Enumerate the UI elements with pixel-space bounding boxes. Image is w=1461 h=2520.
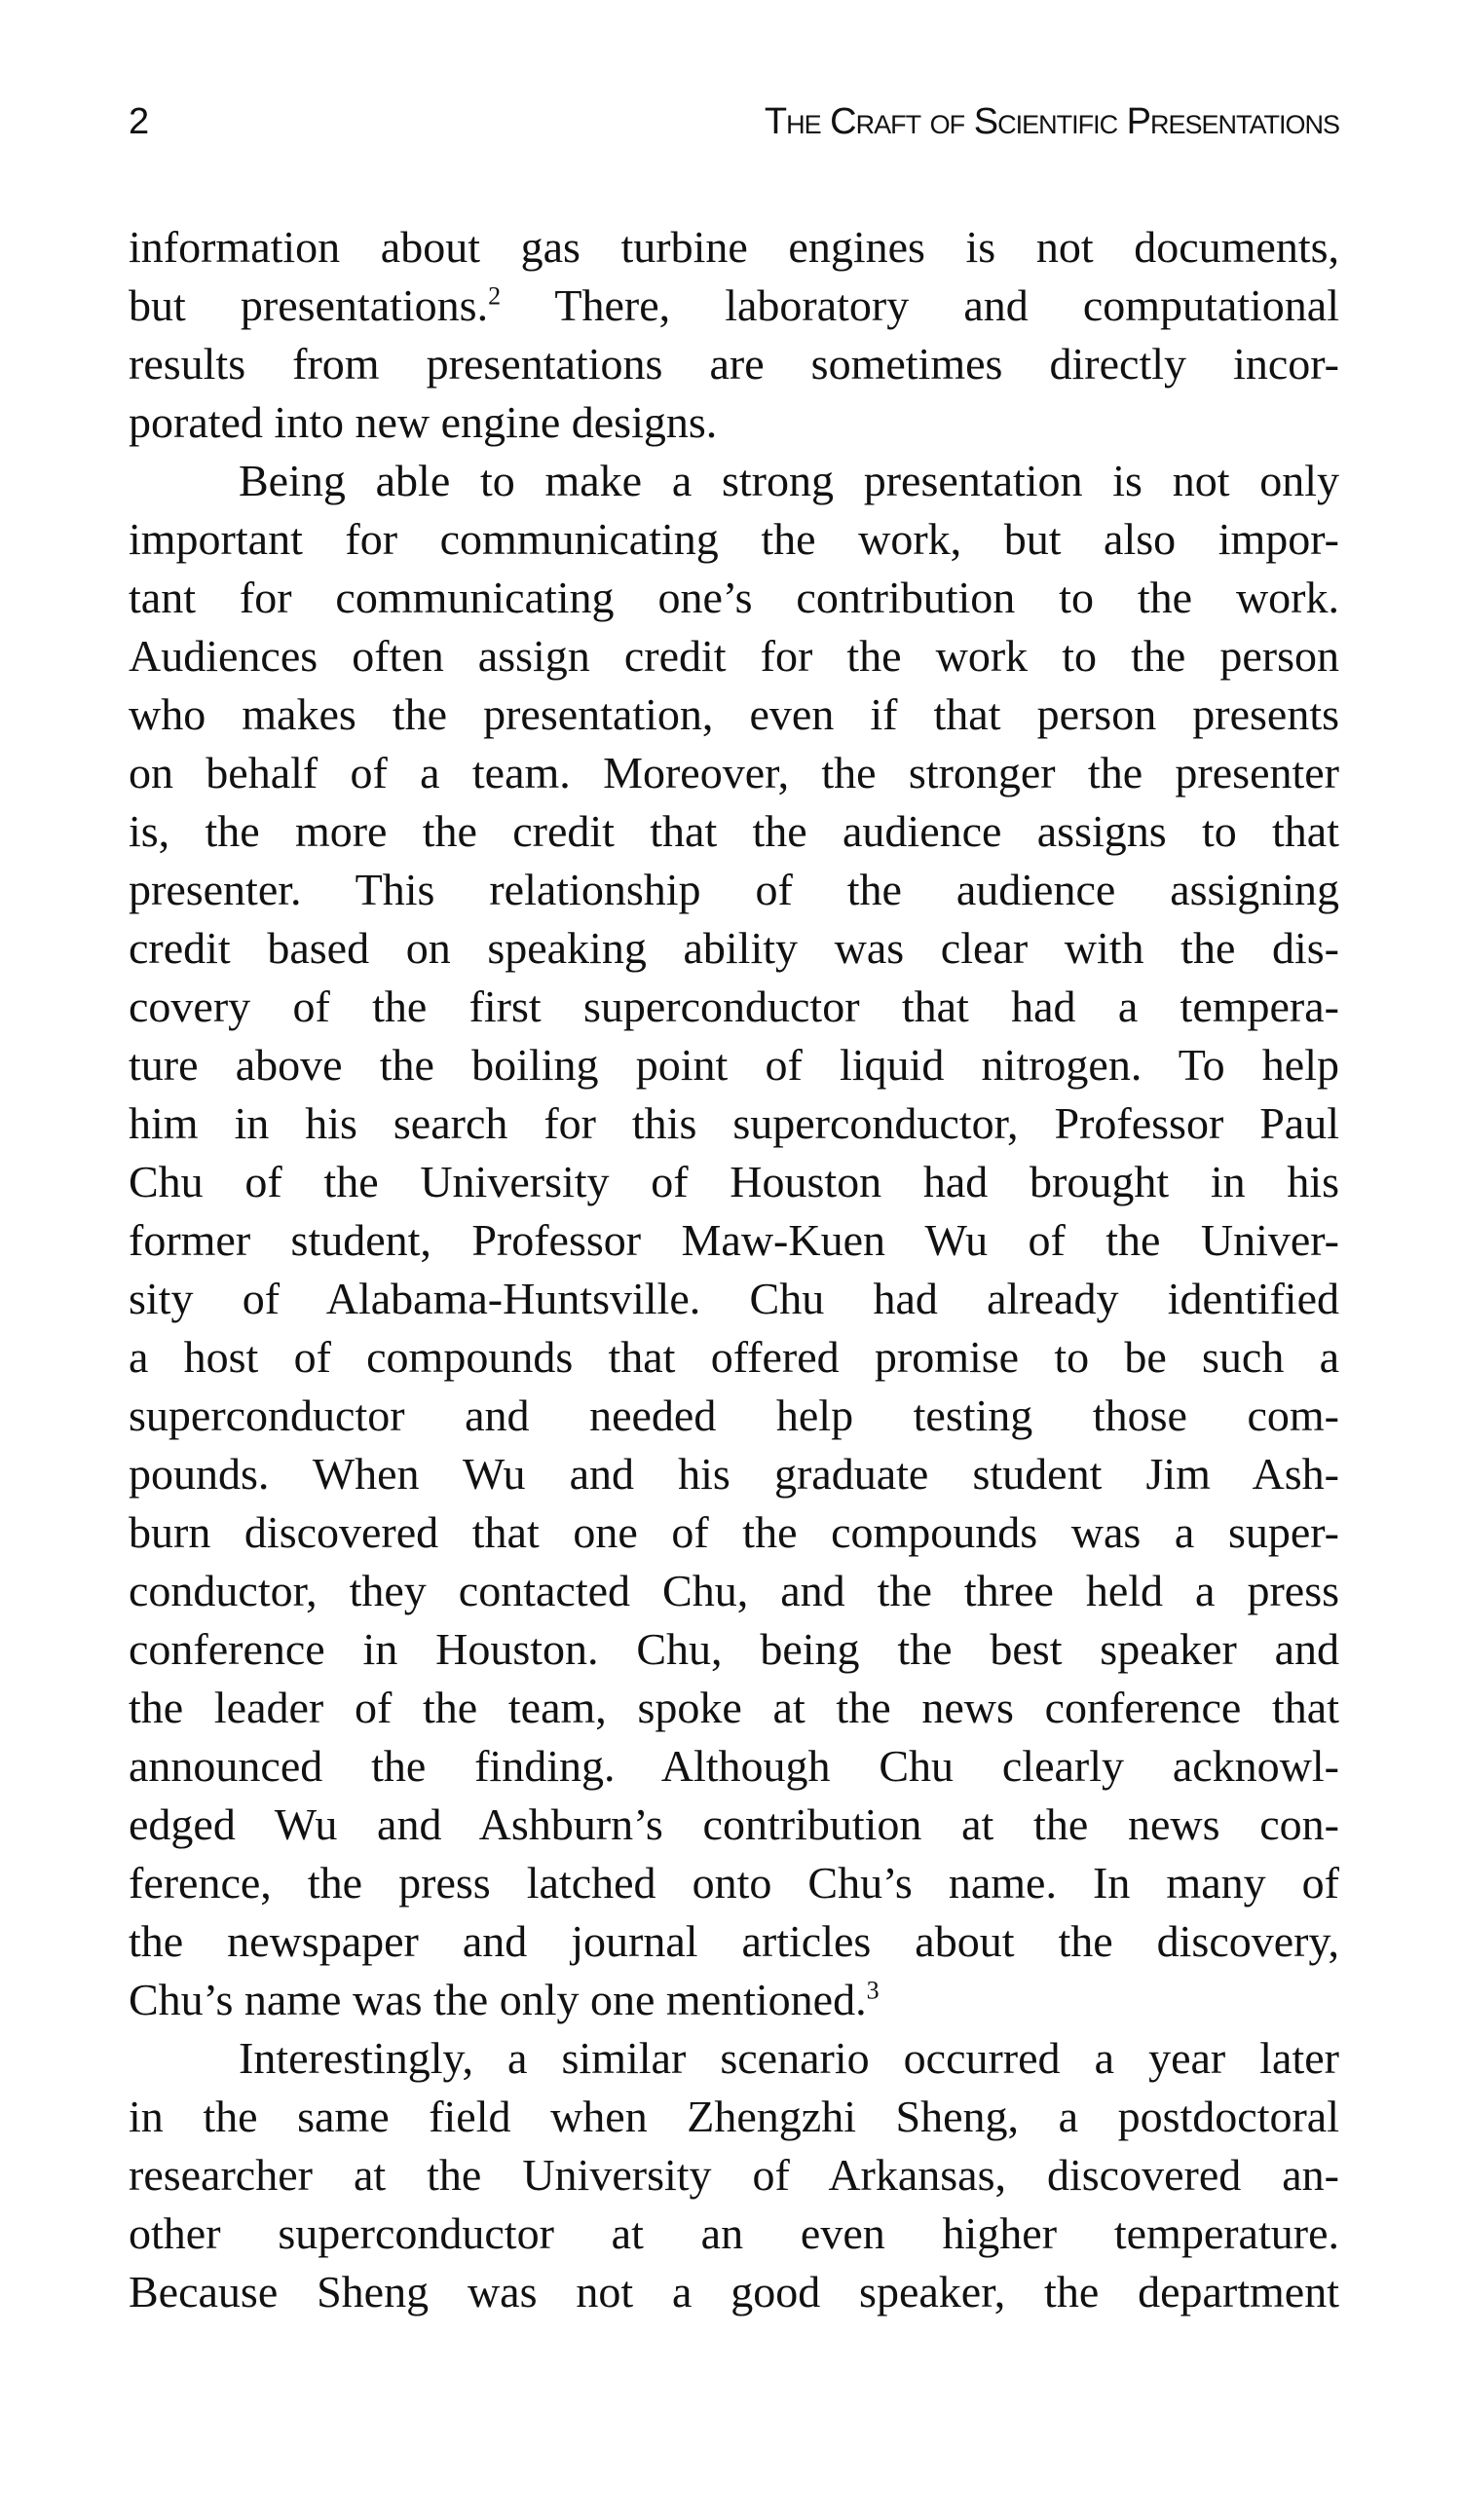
line-text: presenter. This relationship of the audience assigning bbox=[129, 865, 1339, 914]
text-line bbox=[129, 393, 1339, 452]
text-line bbox=[129, 1679, 1339, 1737]
line-text: researcher at the University of Arkansas, discovered an- bbox=[129, 2150, 1339, 2200]
text-line bbox=[129, 1094, 1339, 1153]
line-text: Chu of the University of Houston had brought in his bbox=[129, 1157, 1339, 1206]
text-line bbox=[129, 1211, 1339, 1270]
text-line bbox=[129, 2205, 1339, 2263]
text-line bbox=[129, 1620, 1339, 1679]
line-text: on behalf of a team. Moreover, the stronger the presenter bbox=[129, 748, 1339, 797]
text-line bbox=[129, 1036, 1339, 1094]
line-text: sity of Alabama-Huntsville. Chu had already identified bbox=[129, 1274, 1339, 1323]
line-text: credit based on speaking ability was clear with the dis- bbox=[129, 923, 1339, 973]
text-line bbox=[129, 2088, 1339, 2146]
line-text: porated into new engine designs. bbox=[129, 397, 718, 447]
line-text: other superconductor at an even higher temperature. bbox=[129, 2208, 1339, 2258]
line-text: former student, Professor Maw-Kuen Wu of the Univer- bbox=[129, 1215, 1339, 1265]
text-line bbox=[129, 1912, 1339, 1971]
text-line bbox=[129, 1971, 1339, 2029]
text-line bbox=[129, 1328, 1339, 1387]
text-line bbox=[129, 1737, 1339, 1796]
footnote-marker: 2 bbox=[488, 281, 502, 311]
text-line bbox=[129, 1503, 1339, 1562]
text-line bbox=[129, 802, 1339, 861]
line-text: Chu’s name was the only one mentioned. bbox=[129, 1975, 867, 2024]
text-line bbox=[129, 686, 1339, 744]
page-number: 2 bbox=[129, 101, 150, 142]
text-line bbox=[129, 569, 1339, 627]
line-text-continued: There, laboratory and computational bbox=[501, 280, 1339, 330]
running-header-title: The Craft of Scientific Presentations bbox=[764, 101, 1339, 142]
text-line bbox=[129, 1445, 1339, 1503]
line-text: but presentations. bbox=[129, 280, 489, 330]
body-text bbox=[129, 218, 1339, 2321]
line-text: the newspaper and journal articles about the discovery, bbox=[129, 1916, 1339, 1966]
line-text: information about gas turbine engines is not documents, bbox=[129, 222, 1339, 272]
line-text: Audiences often assign credit for the work to the person bbox=[129, 631, 1339, 681]
text-line bbox=[129, 744, 1339, 802]
line-text: edged Wu and Ashburn’s contribution at the news con- bbox=[129, 1799, 1339, 1849]
line-text: announced the finding. Although Chu clearly acknowl- bbox=[129, 1741, 1339, 1791]
text-line bbox=[129, 1270, 1339, 1328]
text-line bbox=[129, 1854, 1339, 1912]
text-line bbox=[129, 919, 1339, 978]
line-text: is, the more the credit that the audience assigns to that bbox=[129, 806, 1339, 856]
line-text: who makes the presentation, even if that person presents bbox=[129, 689, 1339, 739]
line-text: Because Sheng was not a good speaker, the department bbox=[129, 2267, 1339, 2316]
text-line bbox=[129, 452, 1339, 510]
text-line bbox=[129, 277, 1339, 335]
text-line bbox=[129, 1387, 1339, 1445]
line-text: burn discovered that one of the compounds was a super- bbox=[129, 1507, 1339, 1557]
text-line bbox=[129, 2029, 1339, 2088]
line-text: him in his search for this superconductor, Professor Paul bbox=[129, 1098, 1339, 1148]
text-line bbox=[129, 1153, 1339, 1211]
text-line bbox=[129, 335, 1339, 393]
footnote-marker: 3 bbox=[866, 1976, 880, 2005]
line-text: ference, the press latched onto Chu’s name. In many of bbox=[129, 1858, 1339, 1908]
text-line bbox=[129, 1796, 1339, 1854]
line-text: covery of the first superconductor that had a tempera- bbox=[129, 982, 1339, 1031]
text-line bbox=[129, 2263, 1339, 2321]
text-line bbox=[129, 218, 1339, 277]
line-text: ture above the boiling point of liquid nitrogen. To help bbox=[129, 1040, 1339, 1090]
line-text: conference in Houston. Chu, being the best speaker and bbox=[129, 1624, 1339, 1674]
text-line bbox=[129, 2146, 1339, 2205]
line-text: Being able to make a strong presentation is not only bbox=[239, 456, 1339, 505]
line-text: the leader of the team, spoke at the news conference that bbox=[129, 1683, 1339, 1732]
line-text: tant for communicating one’s contribution to the work. bbox=[129, 573, 1339, 622]
line-text: in the same field when Zhengzhi Sheng, a postdoctoral bbox=[129, 2092, 1339, 2141]
line-text: conductor, they contacted Chu, and the three held a press bbox=[129, 1566, 1339, 1615]
text-line bbox=[129, 861, 1339, 919]
text-line bbox=[129, 978, 1339, 1036]
line-text: results from presentations are sometimes directly incor- bbox=[129, 339, 1339, 389]
line-text: important for communicating the work, but also impor- bbox=[129, 514, 1339, 564]
text-line bbox=[129, 627, 1339, 686]
line-text: superconductor and needed help testing those com- bbox=[129, 1390, 1339, 1440]
text-line bbox=[129, 510, 1339, 569]
text-line bbox=[129, 1562, 1339, 1620]
line-text: a host of compounds that offered promise to be such a bbox=[129, 1332, 1339, 1382]
line-text: Interestingly, a similar scenario occurred a year later bbox=[239, 2033, 1339, 2083]
line-text: pounds. When Wu and his graduate student Jim Ash- bbox=[129, 1449, 1339, 1499]
